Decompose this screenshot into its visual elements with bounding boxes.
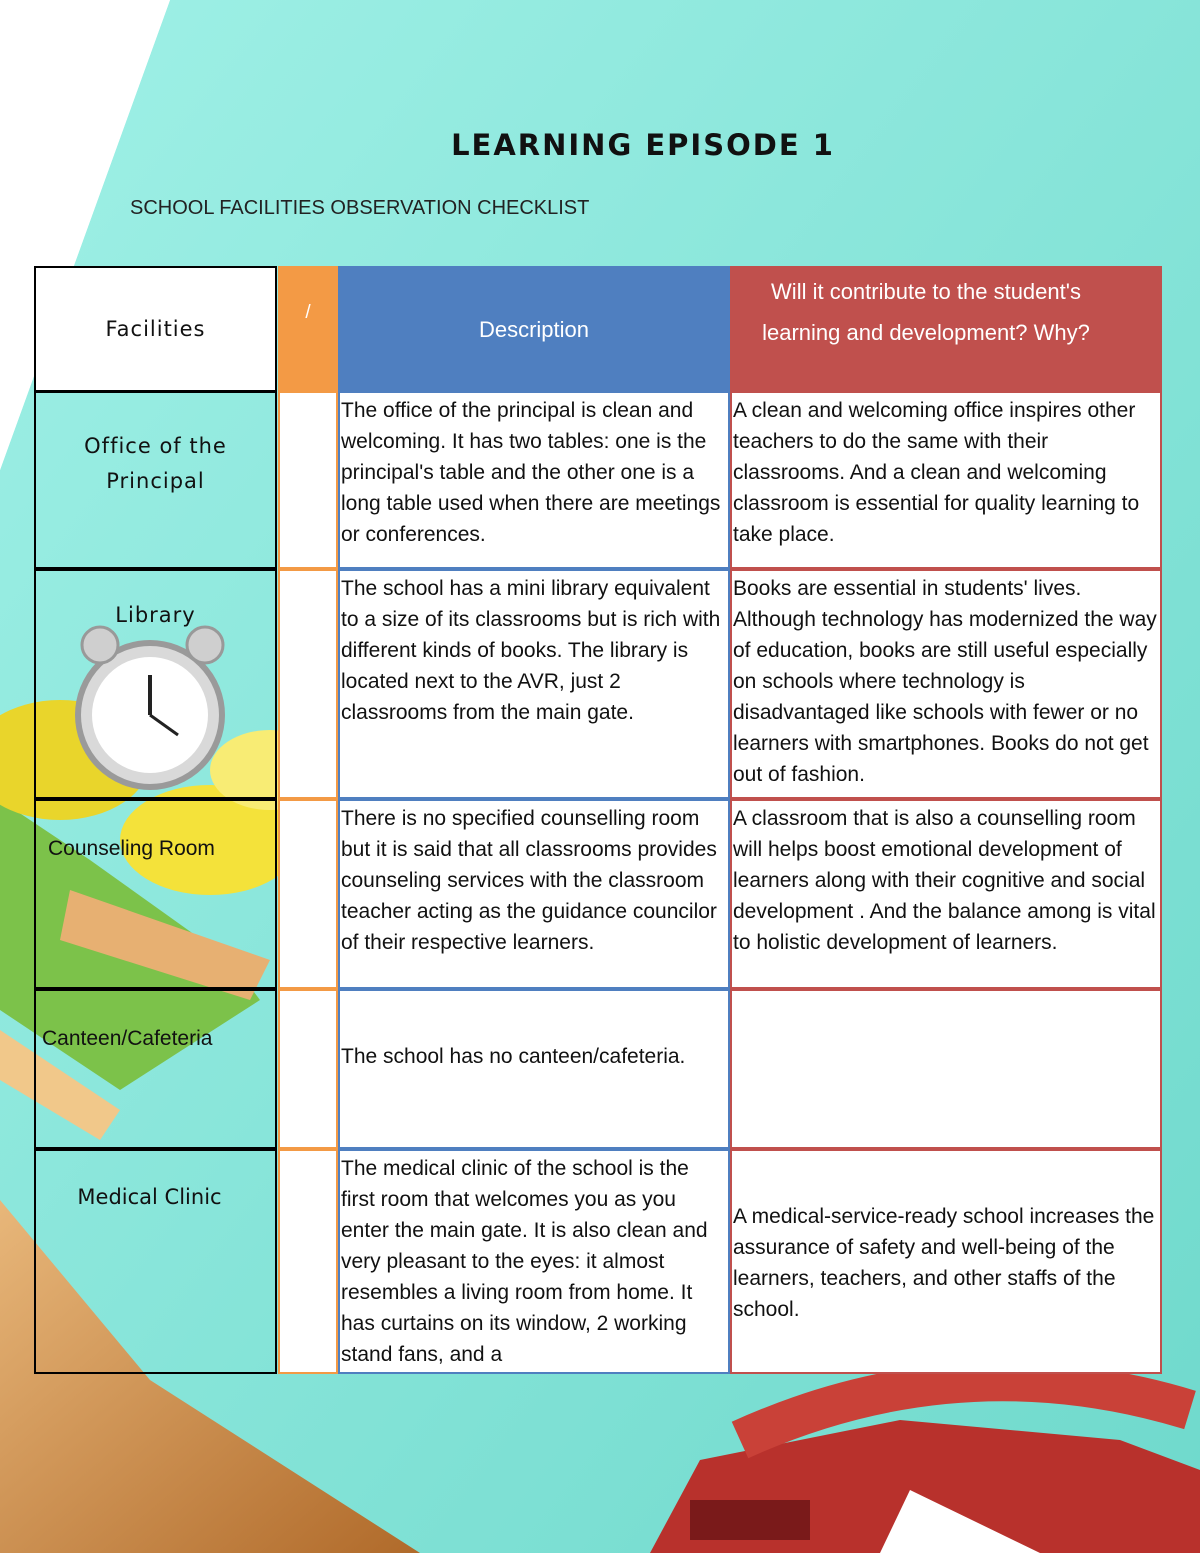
description-cell: The office of the principal is clean and welcoming. It has two tables: one is the principal's table and the other one is a long table used when there are meetings or conferences.: [338, 391, 730, 569]
header-check: /: [278, 266, 338, 392]
why-cell: A classroom that is also a counselling room will helps boost emotional development of learners along with their cognitive and social development . And the balance among is vital to holistic development of learners.: [730, 799, 1162, 989]
description-cell: The medical clinic of the school is the first room that welcomes you as you enter the main gate. It is also clean and very pleasant to the eyes: it almost resembles a living room from home. It has curtains on its window, 2 working stand fans, and a: [338, 1149, 730, 1374]
facility-name: Medical Clinic: [77, 1185, 222, 1209]
facility-name: Canteen/Cafeteria: [42, 1027, 213, 1050]
page-subtitle: SCHOOL FACILITIES OBSERVATION CHECKLIST: [130, 197, 590, 219]
header-facilities-label: Facilities: [105, 317, 206, 341]
page-title: LEARNING EPISODE 1: [451, 128, 835, 162]
check-cell[interactable]: [278, 989, 338, 1149]
facility-name: Library: [115, 603, 196, 627]
check-cell[interactable]: [278, 391, 338, 569]
check-cell[interactable]: [278, 799, 338, 989]
why-cell: A medical-service-ready school increases the assurance of safety and well-being of the learners, teachers, and other staffs of the school.: [730, 1149, 1162, 1374]
check-cell[interactable]: [278, 1149, 338, 1374]
why-cell: [730, 989, 1162, 1149]
facility-cell: [34, 989, 277, 1149]
facility-cell: [34, 1149, 277, 1374]
description-cell: There is no specified counselling room but it is said that all classrooms provides counseling services with the classroom teacher acting as the guidance councilor of their respective learners.: [338, 799, 730, 989]
header-why: Will it contribute to the student's learning and development? Why?: [730, 266, 1162, 392]
header-description-label: Description: [478, 316, 590, 342]
facility-cell: [34, 799, 277, 989]
why-cell: A clean and welcoming office inspires other teachers to do the same with their classrooms. And a clean and welcoming classroom is essential for quality learning to take place.: [730, 391, 1162, 569]
facility-cell: [34, 569, 277, 799]
facility-name: Counseling Room: [48, 837, 215, 860]
check-cell[interactable]: [278, 569, 338, 799]
facility-cell: [34, 391, 277, 569]
header-facilities: [34, 266, 277, 392]
description-cell: The school has a mini library equivalent to a size of its classrooms but is rich with different kinds of books. The library is located next to the AVR, just 2 classrooms from the main gate.: [338, 569, 730, 799]
header-description: [338, 266, 730, 392]
facility-name: Office of the Principal: [84, 434, 227, 493]
description-cell: The school has no canteen/cafeteria.: [338, 989, 730, 1149]
why-cell: Books are essential in students' lives. Although technology has modernized the way of education, books are still useful especially on schools where technology is disadvantaged like schools with fewer or no learners with smartphones. Books do not get out of fashion.: [730, 569, 1162, 799]
